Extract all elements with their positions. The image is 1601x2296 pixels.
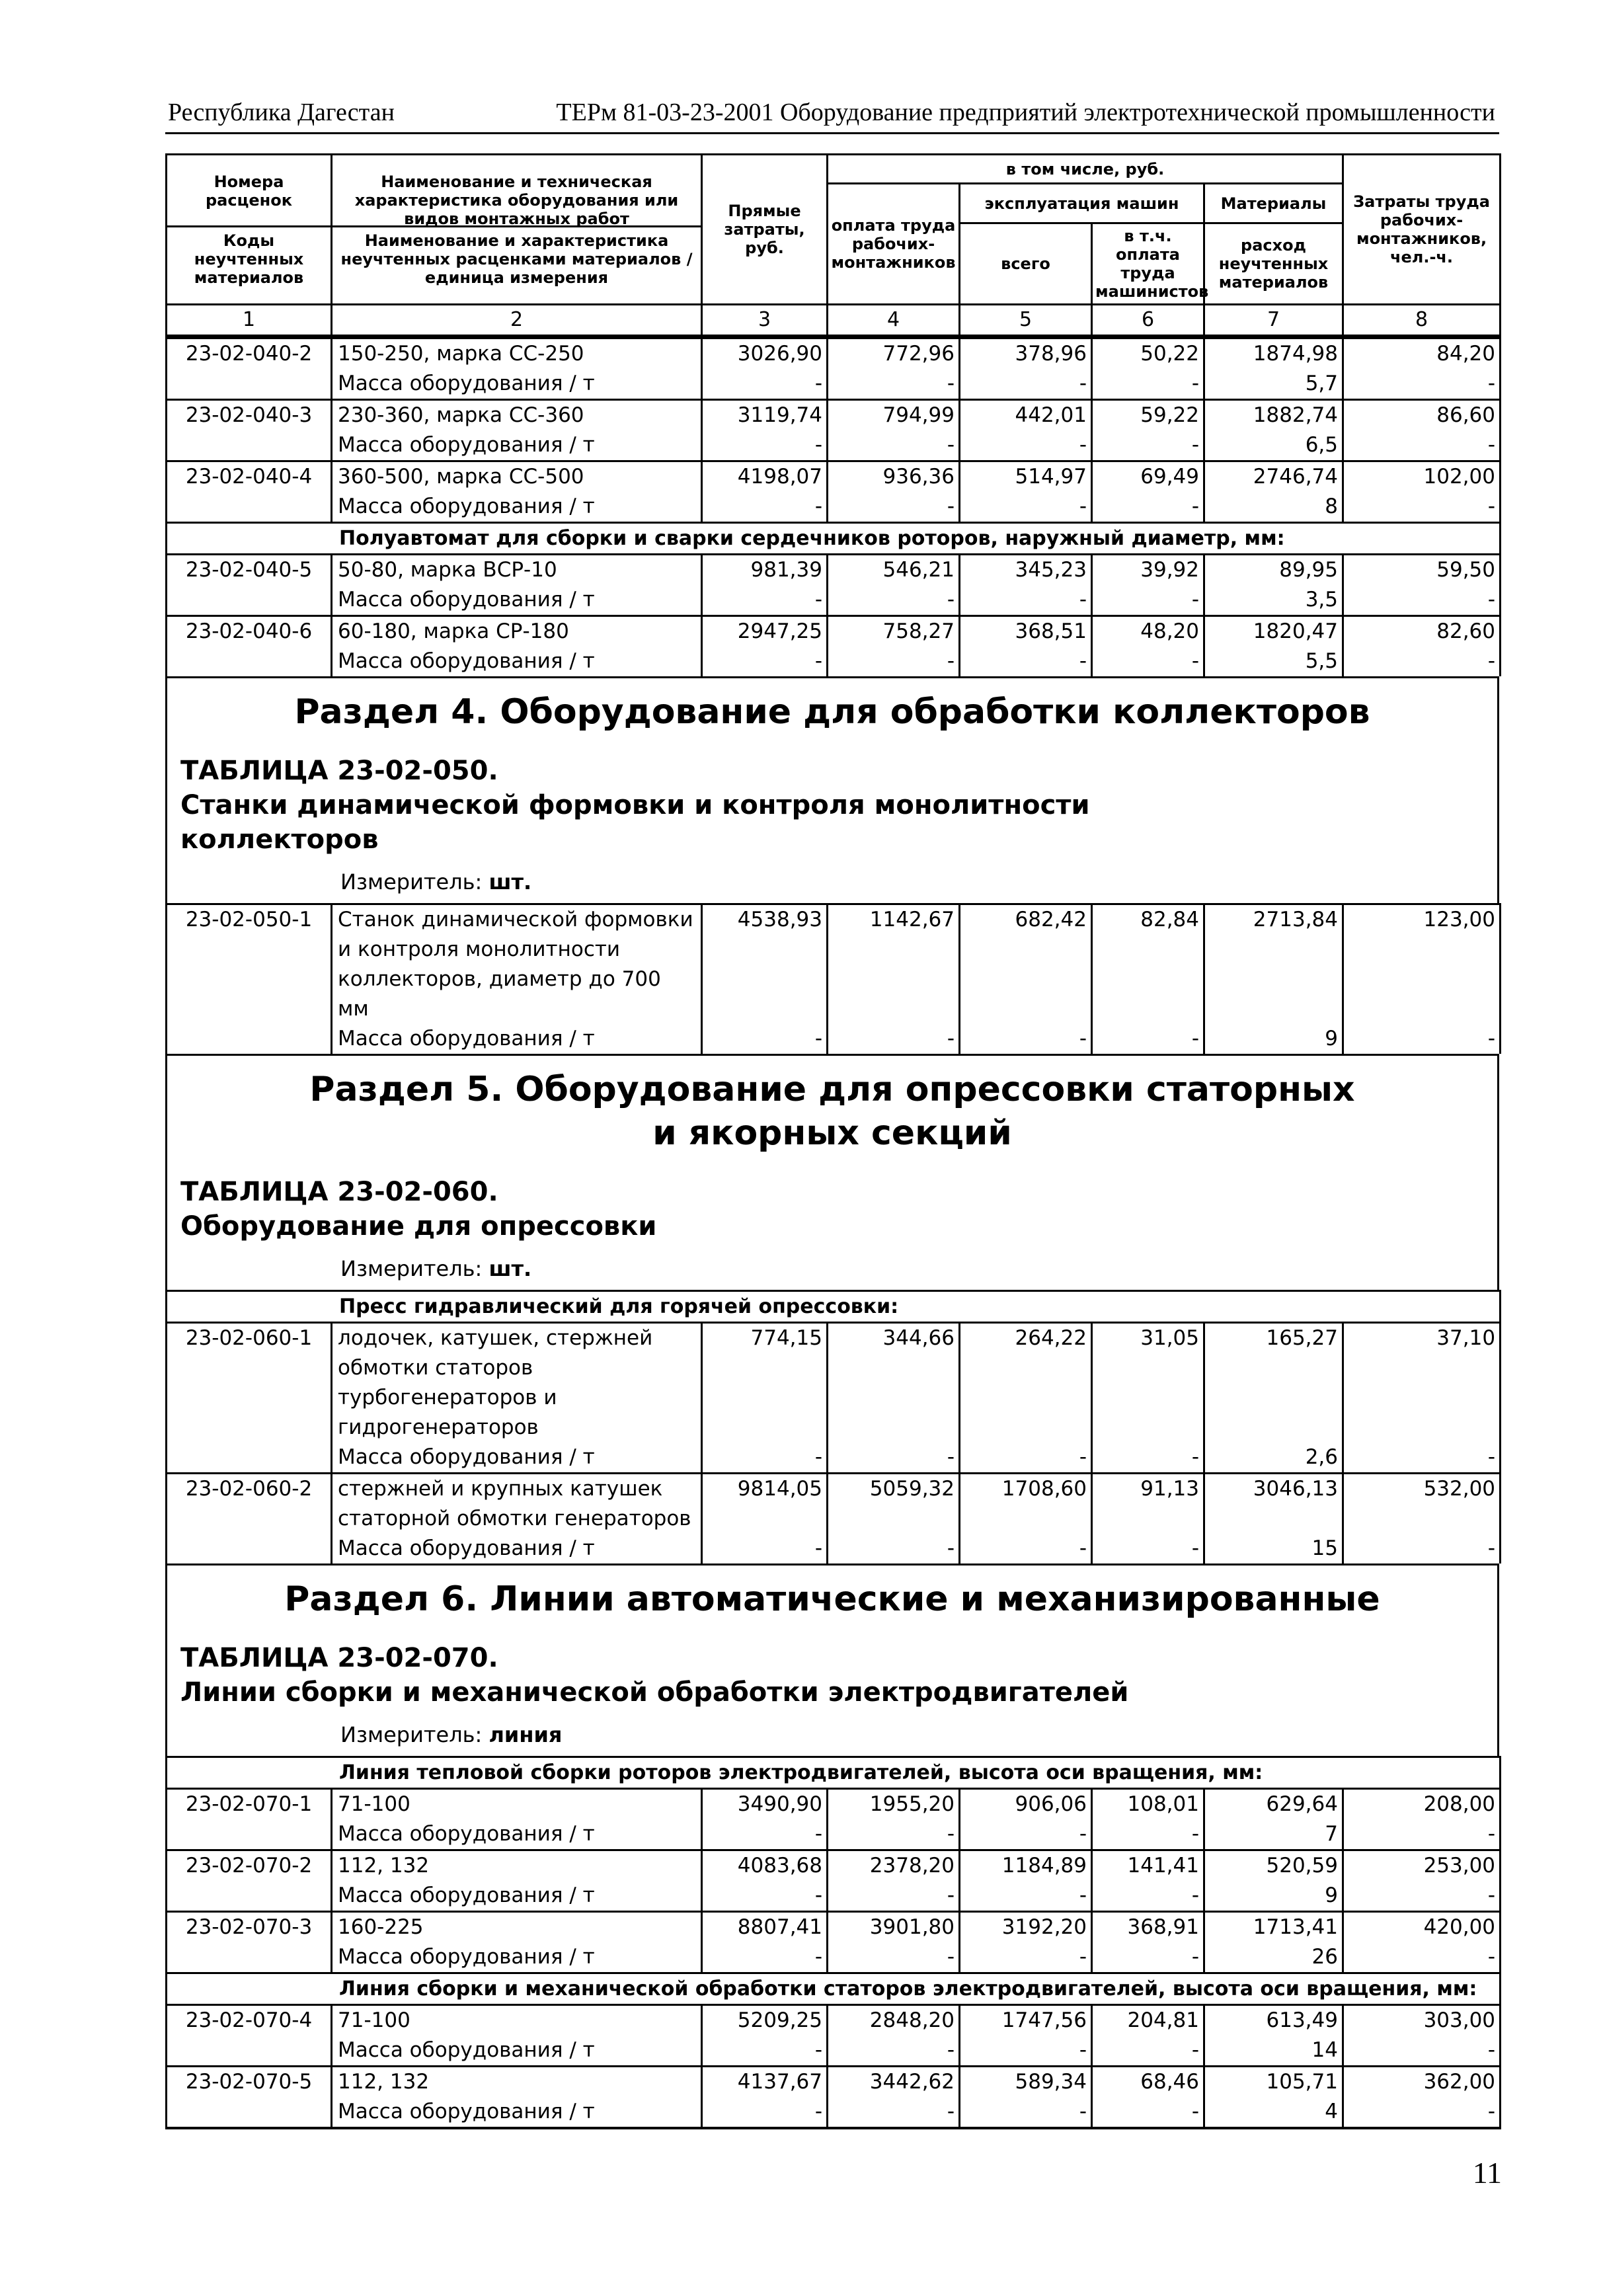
- value-cell: 8807,41: [702, 1912, 828, 1943]
- value-cell: 208,00: [1343, 1789, 1501, 1820]
- value-cell: 91,13: [1092, 1474, 1204, 1534]
- col-header-rate-numbers: Номера расценок: [167, 169, 331, 227]
- dash-cell: -: [960, 1819, 1092, 1850]
- value-cell: 1882,74: [1204, 400, 1343, 431]
- mass-label: Масса оборудования / т: [332, 1942, 702, 1973]
- value-cell: 1713,41: [1204, 1912, 1343, 1943]
- category-row: [167, 1973, 1501, 2005]
- table-number: ТАБЛИЦА 23-02-050.: [180, 756, 498, 786]
- rate-code: 23-02-060-1: [167, 1323, 332, 1474]
- value-cell: 141,41: [1092, 1850, 1204, 1881]
- rate-code: 23-02-040-3: [167, 400, 332, 461]
- mass-label: Масса оборудования / т: [332, 1443, 702, 1474]
- dash-cell: -: [1343, 2097, 1501, 2128]
- table-title: Станки динамической формовки и контроля монолитности коллекторов: [180, 790, 1090, 855]
- column-number: 3: [702, 305, 828, 336]
- dash-cell: -: [960, 647, 1092, 676]
- rate-code: 23-02-040-6: [167, 616, 332, 677]
- mass-value: 2,6: [1204, 1443, 1343, 1474]
- mass-label: Масса оборудования / т: [332, 2036, 702, 2067]
- table-row: [167, 555, 1501, 586]
- value-cell: 906,06: [960, 1789, 1092, 1820]
- dash-cell: -: [828, 430, 960, 461]
- value-cell: 936,36: [828, 461, 960, 493]
- value-cell: 1820,47: [1204, 616, 1343, 647]
- mass-value: 6,5: [1204, 430, 1343, 461]
- value-cell: 4198,07: [702, 461, 828, 493]
- mass-value: 7: [1204, 1819, 1343, 1850]
- dash-cell: -: [828, 369, 960, 400]
- mass-row: [167, 1819, 1501, 1850]
- section-title-line-2: и якорных секций: [652, 1113, 1012, 1153]
- dash-cell: -: [702, 1024, 828, 1054]
- dash-cell: -: [702, 1942, 828, 1973]
- category-label: Полуавтомат для сборки и сварки сердечников роторов, наружный диаметр, мм:: [167, 523, 1501, 555]
- dash-cell: -: [960, 1443, 1092, 1474]
- dash-cell: -: [828, 585, 960, 616]
- value-cell: 59,22: [1092, 400, 1204, 431]
- page-number: 11: [1472, 2156, 1502, 2190]
- dash-cell: -: [702, 1819, 828, 1850]
- mass-label: Масса оборудования / т: [332, 1881, 702, 1912]
- value-cell: 5059,32: [828, 1474, 960, 1534]
- col-header-materials: Материалы: [1204, 184, 1343, 223]
- mass-row: [167, 585, 1501, 616]
- mass-label: Масса оборудования / т: [332, 1024, 702, 1054]
- dash-cell: -: [828, 1534, 960, 1564]
- value-cell: 48,20: [1092, 616, 1204, 647]
- rate-code: 23-02-070-1: [167, 1789, 332, 1850]
- equipment-name: 150-250, марка СС-250: [332, 338, 702, 370]
- dash-cell: -: [960, 2097, 1092, 2128]
- value-cell: 420,00: [1343, 1912, 1501, 1943]
- rate-code: 23-02-070-3: [167, 1912, 332, 1973]
- dash-cell: -: [828, 1942, 960, 1973]
- section-title: Раздел 6. Линии автоматические и механизированные: [284, 1579, 1380, 1619]
- rates-table-23-02-050: [165, 903, 1501, 1054]
- category-row: [167, 1291, 1501, 1323]
- dash-cell: -: [702, 369, 828, 400]
- value-cell: 69,49: [1092, 461, 1204, 493]
- value-cell: 774,15: [702, 1323, 828, 1443]
- section-title: Раздел 4. Оборудование для обработки коллекторов: [294, 692, 1370, 732]
- value-cell: 794,99: [828, 400, 960, 431]
- equipment-name: 71-100: [332, 1789, 702, 1820]
- mass-value: 5,7: [1204, 369, 1343, 400]
- value-cell: 1142,67: [828, 904, 960, 1025]
- dash-cell: -: [1092, 1024, 1204, 1054]
- value-cell: 31,05: [1092, 1323, 1204, 1443]
- dash-cell: -: [1343, 430, 1501, 461]
- value-cell: 3046,13: [1204, 1474, 1343, 1534]
- value-cell: 3192,20: [960, 1912, 1092, 1943]
- measure-line: [167, 1255, 1497, 1282]
- dash-cell: -: [1092, 1443, 1204, 1474]
- value-cell: 1708,60: [960, 1474, 1092, 1534]
- dash-cell: -: [702, 430, 828, 461]
- value-cell: 345,23: [960, 555, 1092, 586]
- column-number: 8: [1343, 305, 1501, 336]
- dash-cell: -: [702, 1881, 828, 1912]
- dash-cell: -: [1092, 585, 1204, 616]
- dash-cell: -: [1092, 369, 1204, 400]
- rate-code: 23-02-070-5: [167, 2067, 332, 2129]
- table-row: [167, 400, 1501, 431]
- dash-cell: -: [1343, 1443, 1501, 1474]
- mass-row: [167, 369, 1501, 400]
- table-row: [167, 1474, 1501, 1534]
- col-header-machine-operation: эксплуатация машин: [960, 184, 1204, 223]
- value-cell: 108,01: [1092, 1789, 1204, 1820]
- equipment-name: 50-80, марка ВСР-10: [332, 555, 702, 586]
- col-header-material-consumption: расход неучтенных материалов: [1204, 223, 1343, 305]
- measure-unit: шт.: [488, 1256, 532, 1281]
- value-cell: 3901,80: [828, 1912, 960, 1943]
- mass-value: 15: [1204, 1534, 1343, 1564]
- dash-cell: -: [702, 647, 828, 676]
- rate-rows-070-1-3: [167, 1789, 1501, 1973]
- mass-label: Масса оборудования / т: [332, 369, 702, 400]
- value-cell: 102,00: [1343, 461, 1501, 493]
- col-header-material-name: Наименование и характеристика неучтенных расценками материалов / единица измерения: [340, 231, 693, 287]
- value-cell: 105,71: [1204, 2067, 1343, 2098]
- value-cell: 50,22: [1092, 338, 1204, 370]
- dash-cell: -: [828, 1024, 960, 1054]
- dash-cell: -: [1343, 492, 1501, 523]
- column-header-table: [165, 153, 1501, 337]
- value-cell: 3490,90: [702, 1789, 828, 1820]
- table-row: [167, 1323, 1501, 1443]
- dash-cell: -: [1092, 1881, 1204, 1912]
- value-cell: 368,91: [1092, 1912, 1204, 1943]
- col-header-machine-total: всего: [960, 223, 1092, 305]
- mass-row: [167, 2097, 1501, 2128]
- value-cell: 520,59: [1204, 1850, 1343, 1881]
- value-cell: 2713,84: [1204, 904, 1343, 1025]
- value-cell: 264,22: [960, 1323, 1092, 1443]
- col-header-operator-pay: в т.ч. оплата труда машинистов: [1092, 223, 1204, 305]
- dash-cell: -: [960, 1534, 1092, 1564]
- dash-cell: -: [1092, 430, 1204, 461]
- dash-cell: -: [1343, 1881, 1501, 1912]
- dash-cell: -: [1343, 1942, 1501, 1973]
- value-cell: 1747,56: [960, 2005, 1092, 2036]
- mass-value: 9: [1204, 1881, 1343, 1912]
- mass-label: Масса оборудования / т: [332, 2097, 702, 2128]
- value-cell: 1184,89: [960, 1850, 1092, 1881]
- dash-cell: -: [960, 585, 1092, 616]
- dash-cell: -: [1343, 1024, 1501, 1054]
- value-cell: 344,66: [828, 1323, 960, 1443]
- measure-line: [167, 1722, 1497, 1748]
- value-cell: 442,01: [960, 400, 1092, 431]
- value-cell: 165,27: [1204, 1323, 1343, 1443]
- table-row: [167, 904, 1501, 1025]
- table-title: Оборудование для опрессовки: [180, 1211, 657, 1242]
- rate-code: 23-02-050-1: [167, 904, 332, 1054]
- category-label: Линия сборки и механической обработки статоров электродвигателей, высота оси вращения, мм:: [167, 1973, 1501, 2005]
- equipment-name: 112, 132: [332, 1850, 702, 1881]
- measure-unit: линия: [488, 1722, 563, 1747]
- equipment-name: 112, 132: [332, 2067, 702, 2098]
- dash-cell: -: [828, 1443, 960, 1474]
- dash-cell: -: [828, 1819, 960, 1850]
- value-cell: 84,20: [1343, 338, 1501, 370]
- value-cell: 4083,68: [702, 1850, 828, 1881]
- value-cell: 82,60: [1343, 616, 1501, 647]
- dash-cell: -: [960, 369, 1092, 400]
- value-cell: 82,84: [1092, 904, 1204, 1025]
- mass-label: Масса оборудования / т: [332, 1534, 702, 1564]
- value-cell: 758,27: [828, 616, 960, 647]
- col-header-material-codes: Коды неучтенных материалов: [194, 231, 304, 287]
- dash-cell: -: [1092, 1819, 1204, 1850]
- col-header-including: в том числе, руб.: [828, 155, 1343, 184]
- mass-row: [167, 1443, 1501, 1474]
- dash-cell: -: [1343, 2036, 1501, 2067]
- dash-cell: -: [1092, 1534, 1204, 1564]
- dash-cell: -: [828, 1881, 960, 1912]
- rate-rows-040-5-6: [167, 555, 1501, 677]
- dash-cell: -: [960, 1942, 1092, 1973]
- mass-row: [167, 1881, 1501, 1912]
- value-cell: 368,51: [960, 616, 1092, 647]
- header-region: Республика Дагестан: [168, 99, 395, 126]
- value-cell: 3119,74: [702, 400, 828, 431]
- category-row: [167, 523, 1501, 555]
- section-4: [165, 676, 1499, 903]
- value-cell: 378,96: [960, 338, 1092, 370]
- col-header-worker-pay: оплата труда рабочих-монтажников: [828, 184, 960, 305]
- mass-value: 14: [1204, 2036, 1343, 2067]
- dash-cell: -: [828, 2097, 960, 2128]
- value-cell: 2848,20: [828, 2005, 960, 2036]
- measure-label: Измеритель:: [340, 869, 483, 894]
- mass-label: Масса оборудования / т: [332, 585, 702, 616]
- mass-value: 9: [1204, 1024, 1343, 1054]
- value-cell: 4137,67: [702, 2067, 828, 2098]
- dash-cell: -: [960, 2036, 1092, 2067]
- mass-row: [167, 492, 1501, 523]
- dash-cell: -: [702, 2097, 828, 2128]
- mass-row: [167, 430, 1501, 461]
- section-title-line-1: Раздел 5. Оборудование для опрессовки статорных: [309, 1070, 1355, 1109]
- rates-table-23-02-060: [165, 1290, 1501, 1564]
- document-body: [165, 153, 1499, 2129]
- mass-row: [167, 1942, 1501, 1973]
- table-row: [167, 338, 1501, 370]
- column-number: 4: [828, 305, 960, 336]
- value-cell: 546,21: [828, 555, 960, 586]
- category-label: Линия тепловой сборки роторов электродвигателей, высота оси вращения, мм:: [167, 1757, 1501, 1789]
- mass-label: Масса оборудования / т: [332, 1819, 702, 1850]
- value-cell: 204,81: [1092, 2005, 1204, 2036]
- mass-value: 5,5: [1204, 647, 1343, 676]
- dash-cell: -: [1092, 2097, 1204, 2128]
- mass-label: Масса оборудования / т: [332, 492, 702, 523]
- dash-cell: -: [1343, 1819, 1501, 1850]
- mass-label: Масса оборудования / т: [332, 430, 702, 461]
- value-cell: 123,00: [1343, 904, 1501, 1025]
- dash-cell: -: [1092, 492, 1204, 523]
- column-number: 7: [1204, 305, 1343, 336]
- value-cell: 59,50: [1343, 555, 1501, 586]
- table-row: [167, 616, 1501, 647]
- dash-cell: -: [960, 1881, 1092, 1912]
- measure-label: Измеритель:: [340, 1722, 483, 1747]
- col-header-labor-costs: Затраты труда рабочих-монтажников, чел.-ч.: [1343, 155, 1501, 305]
- dash-cell: -: [828, 2036, 960, 2067]
- table-row: [167, 2005, 1501, 2036]
- col-header-equipment-name: Наименование и техническая характеристика оборудования или видов монтажных работ: [332, 169, 701, 227]
- value-cell: 2947,25: [702, 616, 828, 647]
- category-row: [167, 1757, 1501, 1789]
- value-cell: 629,64: [1204, 1789, 1343, 1820]
- value-cell: 39,92: [1092, 555, 1204, 586]
- equipment-name: 60-180, марка СР-180: [332, 616, 702, 647]
- table-row: [167, 1912, 1501, 1943]
- table-heading: [167, 1641, 1497, 1710]
- section-5: [165, 1054, 1499, 1290]
- mass-row: [167, 647, 1501, 676]
- dash-cell: -: [702, 2036, 828, 2067]
- rate-rows-070-4-5: [167, 2005, 1501, 2129]
- table-heading: [167, 1175, 1497, 1244]
- mass-label: Масса оборудования / т: [332, 647, 702, 676]
- rate-code: 23-02-040-4: [167, 461, 332, 523]
- mass-value: 26: [1204, 1942, 1343, 1973]
- dash-cell: -: [828, 492, 960, 523]
- rates-table-23-02-040: [165, 337, 1501, 676]
- equipment-name: лодочек, катушек, стержней обмотки статоров турбогенераторов и гидрогенераторов: [332, 1323, 702, 1443]
- table-row: [167, 1789, 1501, 1820]
- table-row: [167, 2067, 1501, 2098]
- equipment-name: 160-225: [332, 1912, 702, 1943]
- mass-row: [167, 1534, 1501, 1564]
- dash-cell: -: [702, 492, 828, 523]
- equipment-name: 71-100: [332, 2005, 702, 2036]
- mass-value: 4: [1204, 2097, 1343, 2128]
- value-cell: 613,49: [1204, 2005, 1343, 2036]
- rate-rows-060: [167, 1323, 1501, 1564]
- value-cell: 532,00: [1343, 1474, 1501, 1534]
- rate-code: 23-02-070-4: [167, 2005, 332, 2067]
- mass-value: 8: [1204, 492, 1343, 523]
- dash-cell: -: [1343, 369, 1501, 400]
- value-cell: 1874,98: [1204, 338, 1343, 370]
- dash-cell: -: [1092, 647, 1204, 676]
- rate-rows-040-2-4: [167, 338, 1501, 523]
- rate-code: 23-02-060-2: [167, 1474, 332, 1564]
- value-cell: 253,00: [1343, 1850, 1501, 1881]
- value-cell: 4538,93: [702, 904, 828, 1025]
- column-number: 5: [960, 305, 1092, 336]
- rate-code: 23-02-070-2: [167, 1850, 332, 1912]
- dash-cell: -: [960, 492, 1092, 523]
- value-cell: 362,00: [1343, 2067, 1501, 2098]
- value-cell: 514,97: [960, 461, 1092, 493]
- value-cell: 3442,62: [828, 2067, 960, 2098]
- section-6: [165, 1564, 1499, 1756]
- table-number: ТАБЛИЦА 23-02-070.: [180, 1643, 498, 1673]
- value-cell: 5209,25: [702, 2005, 828, 2036]
- dash-cell: -: [1343, 1534, 1501, 1564]
- equipment-name: 230-360, марка СС-360: [332, 400, 702, 431]
- equipment-name: стержней и крупных катушек статорной обмотки генераторов: [332, 1474, 702, 1534]
- table-row: [167, 461, 1501, 493]
- table-heading: [167, 754, 1497, 857]
- table-number: ТАБЛИЦА 23-02-060.: [180, 1177, 498, 1207]
- column-number-row: [167, 305, 1501, 336]
- col-header-names: [332, 155, 702, 305]
- value-cell: 37,10: [1343, 1323, 1501, 1443]
- value-cell: 86,60: [1343, 400, 1501, 431]
- value-cell: 589,34: [960, 2067, 1092, 2098]
- value-cell: 772,96: [828, 338, 960, 370]
- running-header: [165, 93, 1499, 134]
- dash-cell: -: [702, 585, 828, 616]
- equipment-name: 360-500, марка СС-500: [332, 461, 702, 493]
- dash-cell: -: [702, 1443, 828, 1474]
- measure-unit: шт.: [488, 869, 532, 894]
- dash-cell: -: [960, 1024, 1092, 1054]
- measure-label: Измеритель:: [340, 1256, 483, 1281]
- value-cell: 2378,20: [828, 1850, 960, 1881]
- measure-line: [167, 869, 1497, 895]
- dash-cell: -: [1343, 585, 1501, 616]
- header-document-title: ТЕРм 81-03-23-2001 Оборудование предприятий электротехнической промышленности: [556, 99, 1495, 126]
- rate-code: 23-02-040-2: [167, 338, 332, 400]
- rate-rows-050: [167, 904, 1501, 1054]
- col-header-codes: [167, 155, 332, 305]
- mass-row: [167, 1024, 1501, 1054]
- section-title: [167, 1068, 1497, 1155]
- value-cell: 2746,74: [1204, 461, 1343, 493]
- dash-cell: -: [960, 430, 1092, 461]
- category-label: Пресс гидравлический для горячей опрессовки:: [167, 1291, 1501, 1323]
- dash-cell: -: [1092, 2036, 1204, 2067]
- column-number: 2: [332, 305, 702, 336]
- value-cell: 1955,20: [828, 1789, 960, 1820]
- col-header-direct-costs: Прямые затраты, руб.: [702, 155, 828, 305]
- value-cell: 68,46: [1092, 2067, 1204, 2098]
- column-number: 6: [1092, 305, 1204, 336]
- dash-cell: -: [828, 647, 960, 676]
- mass-value: 3,5: [1204, 585, 1343, 616]
- value-cell: 981,39: [702, 555, 828, 586]
- dash-cell: -: [1343, 647, 1501, 676]
- value-cell: 9814,05: [702, 1474, 828, 1534]
- value-cell: 89,95: [1204, 555, 1343, 586]
- value-cell: 303,00: [1343, 2005, 1501, 2036]
- value-cell: 682,42: [960, 904, 1092, 1025]
- table-row: [167, 1850, 1501, 1881]
- mass-row: [167, 2036, 1501, 2067]
- equipment-name: Станок динамической формовки и контроля монолитности коллекторов, диаметр до 700 мм: [332, 904, 702, 1025]
- dash-cell: -: [1092, 1942, 1204, 1973]
- rates-table-23-02-070: [165, 1756, 1501, 2129]
- column-number: 1: [167, 305, 332, 336]
- table-title: Линии сборки и механической обработки электродвигателей: [180, 1677, 1129, 1708]
- dash-cell: -: [702, 1534, 828, 1564]
- rate-code: 23-02-040-5: [167, 555, 332, 616]
- value-cell: 3026,90: [702, 338, 828, 370]
